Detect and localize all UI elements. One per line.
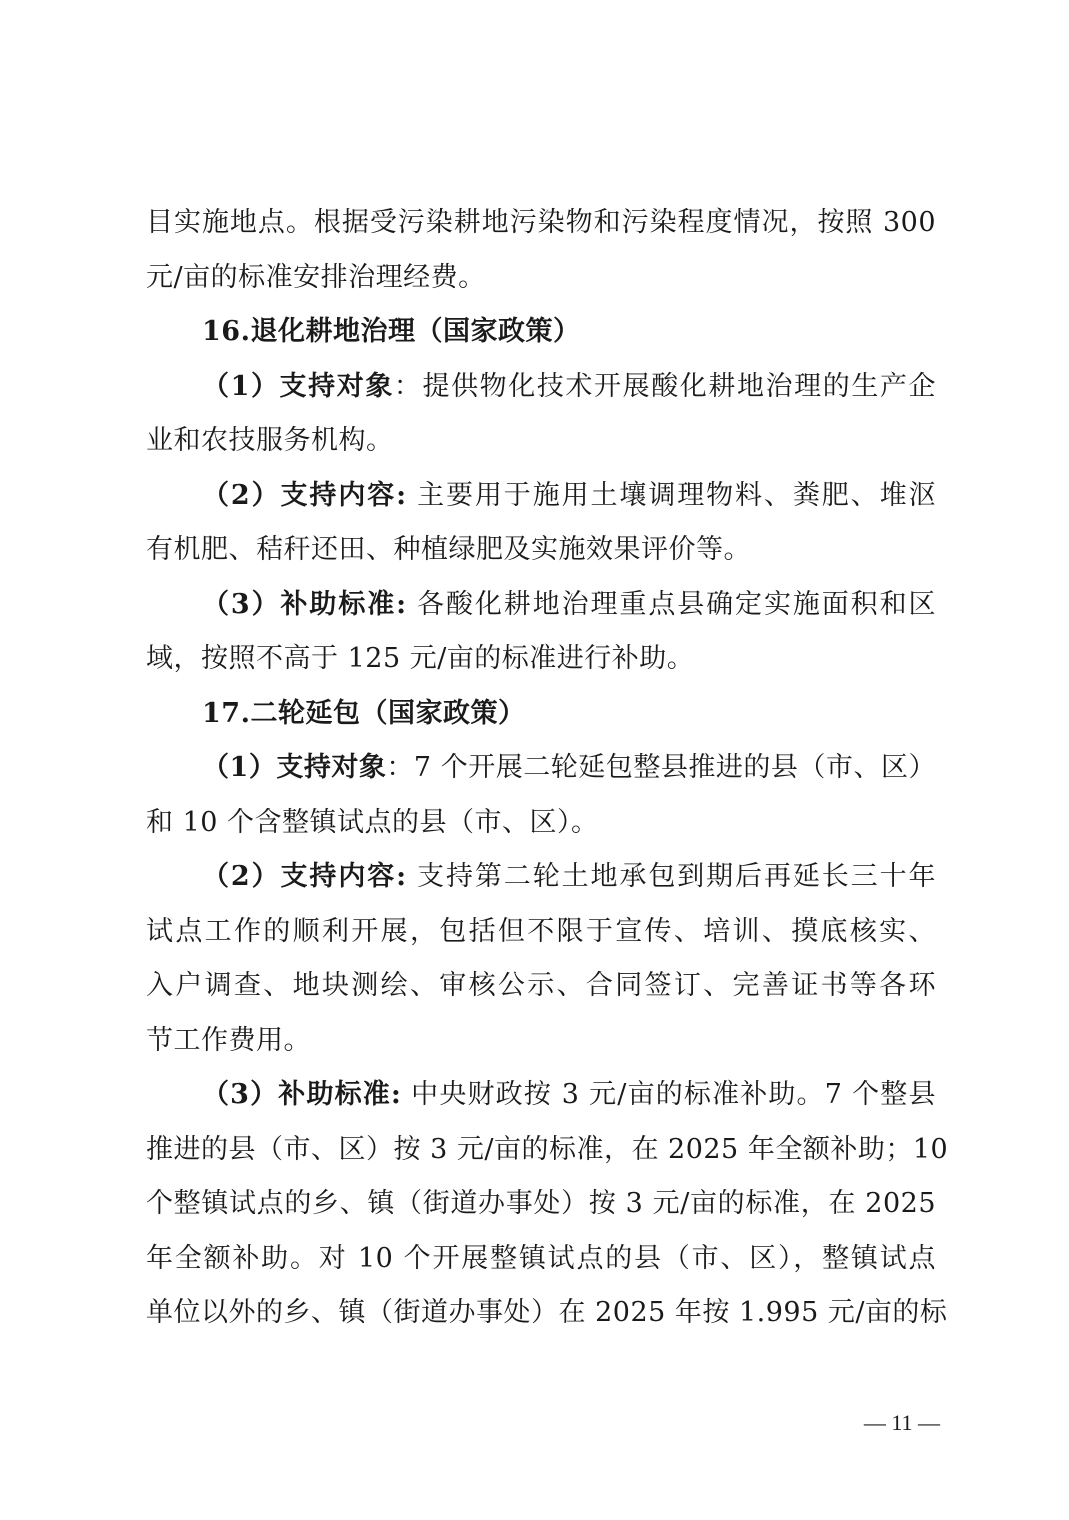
body-line: 有机肥、秸秆还田、种植绿肥及实施效果评价等。 [146,534,751,565]
body-line: 目实施地点。根据受污染耕地污染物和污染程度情况，按照 300 [146,207,936,238]
item-text: 中央财政按 3 元/亩的标准补助。7 个整县 [401,1079,936,1110]
body-line: 元/亩的标准安排治理经费。 [146,261,486,293]
section-heading: 17.二轮延包（国家政策） [202,697,526,729]
list-item [146,1068,936,1123]
body-line: 域，按照不高于 125 元/亩的标准进行补助。 [146,643,695,674]
list-item [146,360,936,415]
body-line: 试点工作的顺利开展，包括但不限于宣传、培训、摸底核实、 [146,915,936,947]
item-label: （2）支持内容: [202,861,407,892]
item-label: （3）补助标准: [202,1079,402,1110]
list-item [146,850,936,905]
item-text: ：7 个开展二轮延包整县推进的县（市、区） [386,752,936,783]
body-line: 推进的县（市、区）按 3 元/亩的标准，在 2025 年全额补助；10 [146,1133,949,1165]
body-line: 节工作费用。 [146,1024,311,1056]
body-line: 业和农技服务机构。 [146,425,394,456]
item-text: ：提供物化技术开展酸化耕地治理的生产企 [393,370,936,402]
body-line: 个整镇试点的乡、镇（街道办事处）按 3 元/亩的标准，在 2025 [146,1188,936,1219]
item-label: （2）支持内容: [202,479,407,511]
body-line: 单位以外的乡、镇（街道办事处）在 2025 年按 1.995 元/亩的标 [146,1297,948,1328]
body-line: 入户调查、地块测绘、审核公示、合同签订、完善证书等各环 [146,970,936,1001]
body-line: 年全额补助。对 10 个开展整镇试点的县（市、区），整镇试点 [146,1242,936,1274]
item-text: 支持第二轮土地承包到期后再延长三十年 [406,861,936,892]
item-text: 主要用于施用土壤调理物料、粪肥、堆沤 [406,479,936,511]
list-item [146,741,936,796]
item-label: （1）支持对象 [202,370,394,402]
list-item [146,469,936,524]
item-label: （1）支持对象 [202,752,387,783]
section-heading: 16.退化耕地治理（国家政策） [202,316,581,347]
body-line: 和 10 个含整镇试点的县（市、区）。 [146,806,599,838]
document-body [146,196,949,1341]
page-number: — 11 — [863,1410,940,1435]
list-item [146,578,936,633]
item-label: （3）补助标准: [202,588,407,620]
item-text: 各酸化耕地治理重点县确定实施面积和区 [406,588,936,620]
